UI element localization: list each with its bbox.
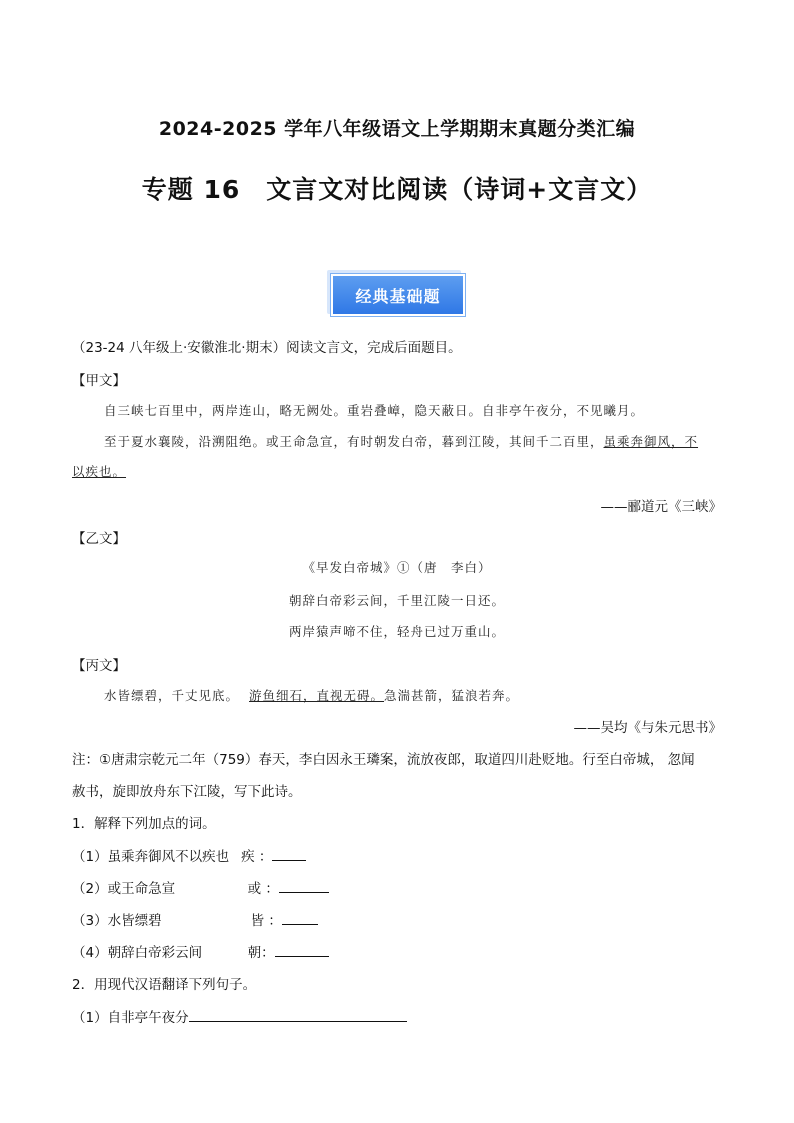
jia-paragraph-1: 自三峡七百里中，两岸连山，略无阙处。重岩叠嶂，隐天蔽日。自非亭午夜分，不见曦月。 [104, 403, 645, 418]
jia-p2-text: 至于夏水襄陵，沿溯阻绝。或王命急宣，有时朝发白帝，暮到江陵，其间千二百里， [104, 434, 604, 449]
question-2-item-1 [72, 1006, 722, 1026]
yi-poem-line-1: 朝辞白帝彩云间，千里江陵一日还。 [288, 593, 505, 608]
document-title: 2024-2025 学年八年级语文上学期期末真题分类汇编 [158, 118, 636, 140]
item-word: 皆 ： [250, 913, 282, 929]
topic-title: 专题 16 文言文对比阅读（诗词+文言文） [141, 175, 653, 204]
answer-blank[interactable] [189, 1008, 407, 1022]
item-number: （3） [72, 913, 108, 929]
yi-poem-title: 《早发白帝城》 [302, 560, 397, 575]
item-word: 朝： [247, 945, 275, 961]
yi-label: 【乙文】 [72, 531, 126, 547]
item-text: 虽乘奔御风不以疾也 [107, 849, 230, 865]
bing-label: 【丙文】 [72, 658, 126, 674]
note-prefix: 注： [72, 752, 99, 768]
item-number: （4） [72, 945, 108, 961]
intro-text: （23-24 八年级上·安徽淮北·期末）阅读文言文，完成后面题目。 [72, 340, 462, 356]
note-text-1: 唐肃宗乾元二年（759）春天，李白因永王璘案，流放夜郎，取道四川赴贬地。行至白帝城， 忽闻 [111, 752, 695, 768]
bing-underlined: 游鱼细石，直视无碍。 [249, 688, 385, 703]
note-mark: ① [99, 752, 112, 768]
yi-note-mark: ① [396, 560, 411, 575]
question-1-item-2 [72, 877, 722, 897]
answer-blank[interactable] [279, 879, 329, 893]
question-1-stem: 1．解释下列加点的词。 [72, 816, 216, 832]
item-number: （1） [72, 1010, 108, 1026]
item-number: （2） [72, 881, 108, 897]
item-text: 朝辞白帝彩云间 [107, 945, 203, 961]
bing-paragraph [104, 686, 722, 704]
answer-blank[interactable] [282, 911, 318, 925]
bing-text-a: 水皆缥碧，千丈见底。 [104, 688, 240, 703]
answer-blank[interactable] [272, 847, 306, 861]
question-1-item-3 [72, 909, 722, 929]
yi-poem-line-2: 两岸猿声啼不住，轻舟已过万重山。 [288, 624, 505, 639]
item-text: 自非亭午夜分 [107, 1010, 189, 1026]
jia-paragraph-2 [104, 432, 722, 450]
item-word: 或 ： [247, 881, 279, 897]
bing-text-b: 急湍甚箭，猛浪若奔。 [384, 688, 520, 703]
jia-source: ——郦道元《三峡》 [600, 499, 722, 515]
yi-author: （唐 李白） [410, 560, 492, 575]
note-line-2: 赦书，旋即放舟东下江陵，写下此诗。 [72, 784, 302, 800]
item-word: 疾 ： [241, 849, 273, 865]
item-text: 水皆缥碧 [107, 913, 162, 929]
answer-blank[interactable] [275, 943, 329, 957]
jia-label: 【甲文】 [72, 373, 126, 389]
note-line-1 [72, 748, 722, 768]
item-number: （1） [72, 849, 108, 865]
bing-source: ——吴均《与朱元思书》 [573, 720, 722, 736]
question-1-item-1 [72, 845, 722, 865]
question-1-item-4 [72, 941, 722, 961]
jia-p2-underlined-cont: 以疾也。 [72, 464, 127, 479]
badge-label: 经典基础题 [331, 274, 465, 316]
item-text: 或王命急宣 [107, 881, 176, 897]
section-badge [327, 270, 467, 320]
jia-p2-underlined: 虽乘奔御风，不 [603, 434, 699, 449]
question-2-stem: 2．用现代汉语翻译下列句子。 [72, 977, 257, 993]
yi-title-line [72, 558, 722, 576]
jia-paragraph-2-cont [72, 462, 722, 480]
